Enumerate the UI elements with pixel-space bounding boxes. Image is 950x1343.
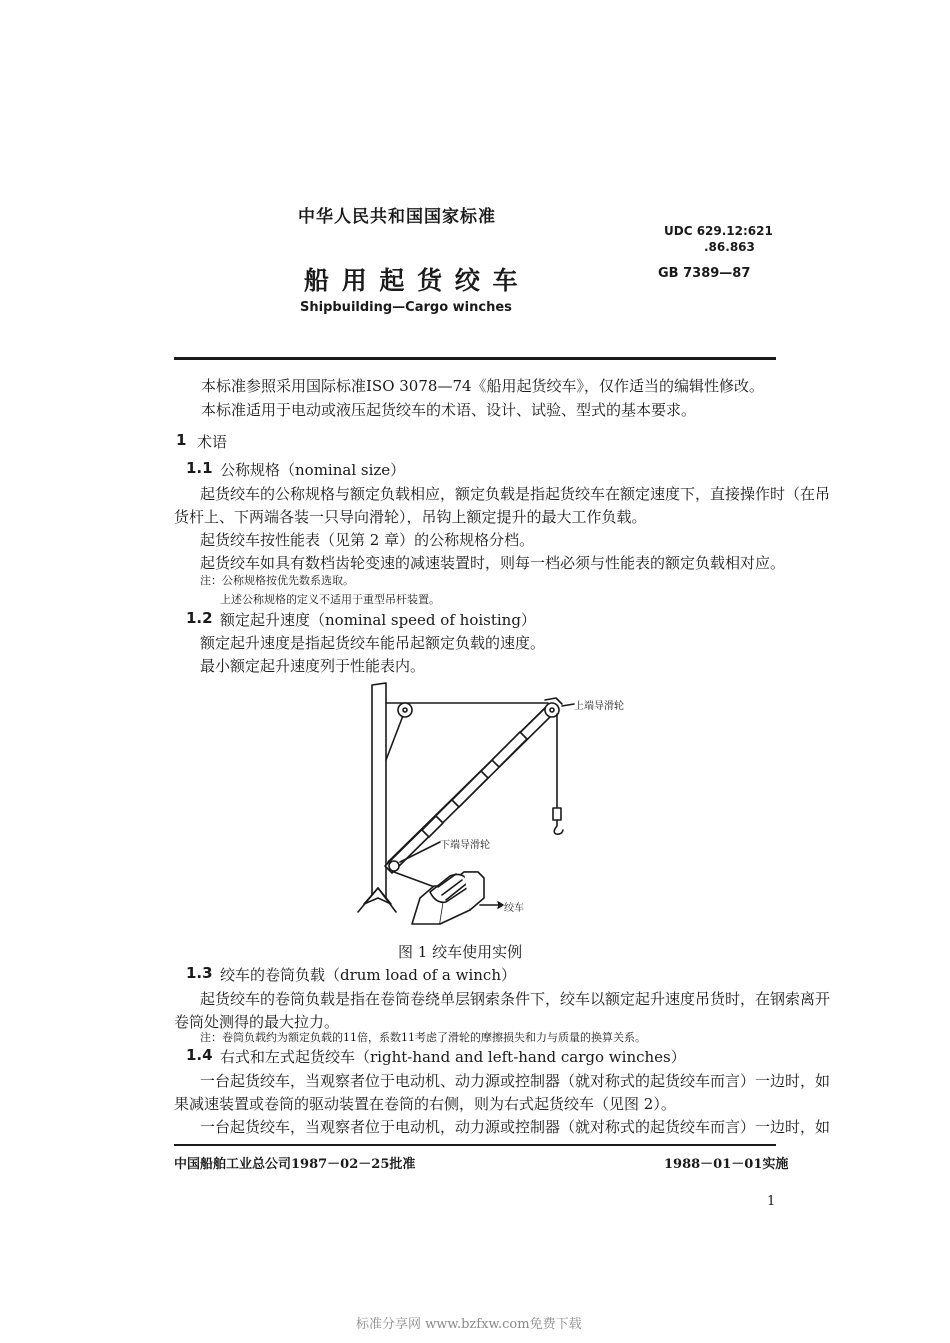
mast: [372, 683, 386, 898]
intro-paragraph-1: 本标准参照采用国际标准ISO 3078—74《船用起货绞车》，仅作适当的编辑性修改。: [201, 377, 765, 395]
section-1-4-para-1b: 果减速装置或卷筒的驱动装置在卷筒的右侧，则为右式起货绞车（见图 2）。: [174, 1095, 676, 1113]
figure-1-caption: 图 1 绞车使用实例: [398, 943, 523, 961]
mast-brace: [386, 713, 404, 760]
lower-guide-pulley: [389, 861, 399, 871]
gb-standard-number: GB 7389—87: [658, 266, 751, 281]
document-title-en: Shipbuilding—Cargo winches: [300, 300, 512, 315]
mast-base: [364, 888, 391, 904]
section-1-3-para-1a: 起货绞车的卷筒负载是指在卷筒卷绕单层钢索条件下，绞车以额定起升速度吊货时，在钢索离开: [200, 990, 831, 1008]
section-1-3-note: 注：卷筒负载约为额定负载的11倍，系数11考虑了滑轮的摩擦损失和力与质量的换算关系。: [200, 1031, 646, 1044]
figure-label-lower-pulley: 下端导滑轮: [440, 840, 490, 851]
document-title-cn: 船 用 起 货 绞 车: [304, 266, 520, 295]
section-1-1-title: 公称规格（nominal size）: [220, 461, 406, 479]
site-watermark: 标准分享网 www.bzfxw.com免费下载: [356, 1317, 582, 1332]
page-number: 1: [767, 1194, 776, 1209]
intro-paragraph-2: 本标准适用于电动或液压起货绞车的术语、设计、试验、型式的基本要求。: [201, 401, 697, 419]
mast-pulley: [398, 703, 412, 717]
footer-rule: [174, 1144, 776, 1146]
section-1-2-para-1: 额定起升速度是指起货绞车能吊起额定负载的速度。: [200, 634, 546, 652]
section-1-number: 1: [176, 431, 187, 449]
section-1-4-para-2a: 一台起货绞车，当观察者位于电动机，动力源或控制器（就对称式的起货绞车而言）一边时，如: [200, 1118, 831, 1136]
udc-code-line2: .86.863: [704, 240, 755, 254]
section-1-4-title: 右式和左式起货绞车（right-hand and left-hand cargo winches）: [220, 1048, 686, 1066]
section-1-1-para-1b: 货杆上、下两端各装一只导向滑轮），吊钩上额定提升的最大工作负载。: [174, 508, 647, 526]
approval-date: 中国船舶工业总公司1987－02－25批准: [174, 1157, 416, 1172]
section-1-2-number: 1.2: [186, 609, 213, 627]
section-1-1-para-1a: 起货绞车的公称规格与额定负载相应，额定负载是指起货绞车在额定速度下，直接操作时（在吊: [200, 485, 831, 503]
hook-block: [553, 808, 561, 820]
section-1-3-title: 绞车的卷筒负载（drum load of a winch）: [220, 966, 516, 984]
section-1-1-number: 1.1: [186, 459, 213, 477]
udc-code-line1: UDC 629.12:621: [664, 224, 773, 238]
section-1-2-para-2: 最小额定起升速度列于性能表内。: [200, 657, 426, 675]
section-1-4-para-1a: 一台起货绞车，当观察者位于电动机、动力源或控制器（就对称式的起货绞车而言）一边时，如: [200, 1072, 831, 1090]
section-1-2-title: 额定起升速度（nominal speed of hoisting）: [220, 611, 536, 629]
figure-label-upper-pulley: 上端导滑轮: [574, 701, 624, 712]
section-1-1-note-2: 上述公称规格的定义不适用于重型吊杆装置。: [220, 593, 440, 606]
section-1-3-para-1b: 卷筒处测得的最大拉力。: [174, 1013, 340, 1031]
country-standard-heading: 中华人民共和国国家标准: [298, 207, 496, 227]
section-1-1-para-3: 起货绞车如具有数档齿轮变速的减速装置时，则每一档必须与性能表的额定负载相对应。: [200, 554, 786, 572]
section-1-4-number: 1.4: [186, 1046, 213, 1064]
section-1-1-note-1: 注：公称规格按优先数系选取。: [200, 574, 354, 587]
section-1-3-number: 1.3: [186, 964, 213, 982]
figure-label-winch: 绞车: [504, 903, 524, 914]
section-1-title: 术语: [197, 433, 228, 451]
implementation-date: 1988－01－01实施: [664, 1157, 789, 1172]
section-1-1-para-2: 起货绞车按性能表（见第 2 章）的公称规格分档。: [200, 531, 535, 549]
hook: [554, 820, 563, 834]
